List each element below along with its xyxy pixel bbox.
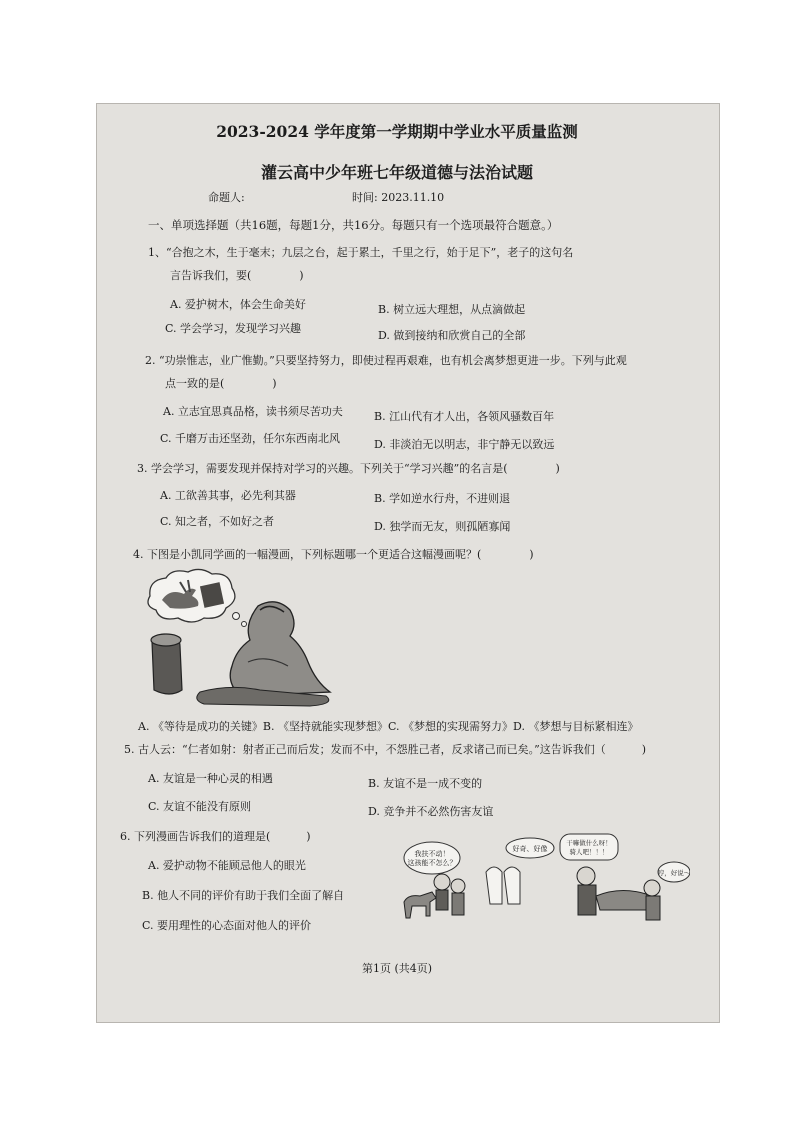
answer-paren: )	[641, 743, 647, 756]
question-stem: 言告诉我们，要(	[170, 269, 252, 282]
answer-paren: )	[299, 269, 304, 282]
option-b: B. 学如逆水行舟，不进则退	[374, 492, 511, 505]
author-label: 命题人:	[208, 191, 245, 204]
option-c: C. 要用理性的心态面对他人的评价	[142, 919, 312, 932]
page-footer: 第1页 (共4页)	[361, 962, 433, 975]
option-a: A. 爱护动物不能顾忌他人的眼光	[148, 859, 306, 872]
section-heading: 一、单项选择题（共16题，每题1分，共16分。每题只有一个选项最符合题意。）	[148, 218, 559, 232]
option-b: B. 树立远大理想，从点滴做起	[378, 303, 526, 316]
option-a: A. 工欲善其事，必先利其器	[160, 489, 296, 502]
option-c: C. 千磨万击还坚劲，任尔东西南北风	[160, 432, 341, 445]
option-d: D. 独学而无友，则孤陋寡闻	[374, 520, 511, 533]
bubble-text: 骑人吧！！！	[569, 848, 609, 856]
answer-paren: )	[272, 377, 277, 390]
bubble-text: 干嘛做什么呀！	[566, 839, 612, 847]
option-d: D. 竞争并不必然伤害友谊	[368, 805, 494, 818]
option-c: C. 学会学习，发现学习兴趣	[165, 322, 302, 335]
option-d: D. 做到接纳和欣赏自己的全部	[378, 329, 526, 342]
question-stem: 2. “功崇惟志，业广惟勤。”只要坚持努力，即使过程再艰难，也有机会离梦想更进一步。下列与此观	[145, 354, 627, 367]
question-stem: 5. 古人云：“仁者如射：射者正己而后发；发而不中，不怨胜己者，反求诸己而已矣。”这告诉我们（	[124, 743, 606, 756]
question-stem: 4. 下图是小凯同学画的一幅漫画，下列标题哪一个更适合这幅漫画呢？(	[133, 548, 482, 561]
answer-paren: )	[306, 830, 311, 843]
exam-time: 时间: 2023.11.10	[352, 191, 445, 204]
bubble-text: 哼，好说～	[657, 869, 690, 877]
answer-paren: )	[555, 462, 560, 475]
exam-title-line1: 2023-2024 学年度第一学期期中学业水平质量监测	[216, 122, 578, 141]
question-options-line: A. 《等待是成功的关键》B. 《坚持就能实现梦想》C. 《梦想的实现需努力》D. 《梦想与目标紧相连》	[138, 720, 639, 733]
option-b: B. 他人不同的评价有助于我们全面了解自	[142, 889, 345, 902]
bubble-text: 我扶不动！	[414, 850, 450, 858]
bubble-text: 好奇、好像	[512, 845, 548, 853]
option-b: B. 江山代有才人出，各领风骚数百年	[374, 410, 555, 423]
option-a: A. 友谊是一种心灵的相遇	[148, 772, 273, 785]
bubble-text: 这孩能不怎么？	[407, 859, 457, 867]
exam-title-line2: 灌云高中少年班七年级道德与法治试题	[260, 163, 533, 182]
question-stem: 点一致的是(	[165, 377, 225, 390]
option-a: A. 立志宜思真品格，读书须尽苦功夫	[163, 405, 343, 418]
option-c: C. 友谊不能没有原则	[148, 800, 252, 813]
question-stem: 6. 下列漫画告诉我们的道理是(	[120, 830, 271, 843]
option-c: C. 知之者，不如好之者	[160, 515, 275, 528]
question-stem: 1、“合抱之木，生于毫末；九层之台，起于累土，千里之行，始于足下”，老子的这句名	[148, 246, 574, 259]
option-b: B. 友谊不是一成不变的	[368, 777, 483, 790]
dreaming-man-cartoon	[140, 566, 340, 708]
answer-paren: )	[529, 548, 534, 561]
option-a: A. 爱护树木，体会生命美好	[170, 298, 306, 311]
question-stem: 3. 学会学习，需要发现并保持对学习的兴趣。下列关于“学习兴趣”的名言是(	[137, 462, 508, 475]
option-d: D. 非淡泊无以明志，非宁静无以致远	[374, 438, 555, 451]
donkey-ride-cartoon	[390, 832, 690, 942]
